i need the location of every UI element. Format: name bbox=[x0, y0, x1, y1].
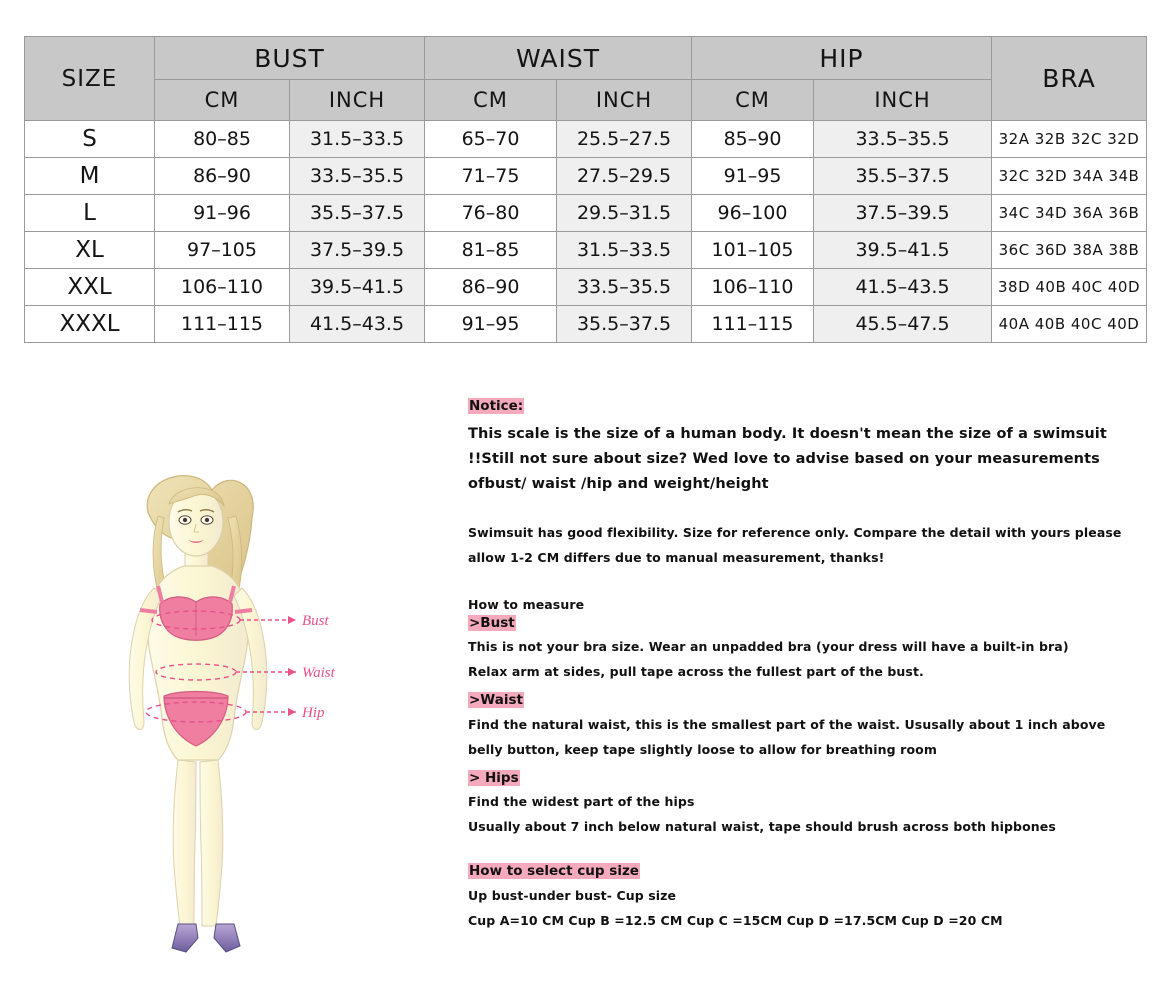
bust-label: Bust bbox=[302, 613, 329, 629]
shoe-left bbox=[172, 924, 198, 952]
cell-bust-cm: 106–110 bbox=[155, 269, 290, 306]
cell-size: XXL bbox=[25, 269, 155, 306]
flexibility-line-1: Swimsuit has good flexibility. Size for reference only. Compare the detail with yours please bbox=[468, 524, 1122, 540]
waist-line-2: belly button, keep tape slightly loose to allow for breathing room bbox=[468, 741, 937, 757]
header-bra: BRA bbox=[992, 37, 1147, 121]
header-size: SIZE bbox=[25, 37, 155, 121]
waist-heading: >Waist bbox=[469, 692, 523, 709]
leg-right bbox=[200, 760, 223, 926]
cell-waist-inch: 27.5–29.5 bbox=[557, 158, 692, 195]
cell-bra: 40A 40B 40C 40D bbox=[992, 306, 1147, 343]
table-row bbox=[25, 121, 1147, 158]
header-hip: HIP bbox=[692, 37, 992, 80]
cell-bra: 38D 40B 40C 40D bbox=[992, 269, 1147, 306]
cell-waist-inch: 33.5–35.5 bbox=[557, 269, 692, 306]
cell-waist-cm: 81–85 bbox=[425, 232, 557, 269]
leg-left bbox=[173, 760, 196, 926]
cell-waist-cm: 86–90 bbox=[425, 269, 557, 306]
header-bust-cm: CM bbox=[155, 80, 290, 121]
notes-panel bbox=[468, 400, 1148, 933]
cell-size: S bbox=[25, 121, 155, 158]
size-chart-table bbox=[24, 36, 1147, 343]
cell-waist-cm: 76–80 bbox=[425, 195, 557, 232]
notice-title-row bbox=[468, 400, 1148, 414]
cell-bust-cm: 91–96 bbox=[155, 195, 290, 232]
cell-hip-cm: 91–95 bbox=[692, 158, 814, 195]
table-row bbox=[25, 158, 1147, 195]
cell-hip-cm: 106–110 bbox=[692, 269, 814, 306]
header-bust: BUST bbox=[155, 37, 425, 80]
cell-hip-cm: 111–115 bbox=[692, 306, 814, 343]
flexibility-line-2: allow 1-2 CM differs due to manual measurement, thanks! bbox=[468, 549, 885, 565]
header-bust-inch: INCH bbox=[290, 80, 425, 121]
table-row bbox=[25, 195, 1147, 232]
cell-bra: 32A 32B 32C 32D bbox=[992, 121, 1147, 158]
cell-hip-inch: 39.5–41.5 bbox=[814, 232, 992, 269]
notice-title: Notice: bbox=[469, 398, 524, 414]
table-row bbox=[25, 232, 1147, 269]
cell-hip-cm: 101–105 bbox=[692, 232, 814, 269]
cell-hip-inch: 37.5–39.5 bbox=[814, 195, 992, 232]
cell-hip-inch: 35.5–37.5 bbox=[814, 158, 992, 195]
cell-hip-cm: 96–100 bbox=[692, 195, 814, 232]
header-waist-inch: INCH bbox=[557, 80, 692, 121]
cell-waist-cm: 91–95 bbox=[425, 306, 557, 343]
cup-size-heading: How to select cup size bbox=[469, 863, 639, 880]
hips-line-2: Usually about 7 inch below natural waist, tape should brush across both hipbones bbox=[468, 819, 1056, 835]
cell-bra: 32C 32D 34A 34B bbox=[992, 158, 1147, 195]
hips-heading: > Hips bbox=[469, 769, 519, 786]
size-chart-table-container bbox=[24, 36, 1146, 343]
waist-label: Waist bbox=[302, 665, 335, 681]
waist-heading-row bbox=[468, 694, 1148, 708]
shoe-right bbox=[214, 924, 240, 952]
cell-bust-inch: 33.5–35.5 bbox=[290, 158, 425, 195]
cell-bust-inch: 31.5–33.5 bbox=[290, 121, 425, 158]
header-hip-inch: INCH bbox=[814, 80, 992, 121]
cup-heading-row bbox=[468, 865, 1148, 879]
cell-waist-cm: 65–70 bbox=[425, 121, 557, 158]
header-hip-cm: CM bbox=[692, 80, 814, 121]
cell-size: L bbox=[25, 195, 155, 232]
how-to-measure-heading: How to measure bbox=[468, 596, 585, 612]
cell-bust-cm: 111–115 bbox=[155, 306, 290, 343]
header-waist: WAIST bbox=[425, 37, 692, 80]
body-measurement-illustration bbox=[100, 460, 430, 960]
table-row bbox=[25, 269, 1147, 306]
cell-bust-inch: 35.5–37.5 bbox=[290, 195, 425, 232]
waist-line-1: Find the natural waist, this is the smallest part of the waist. Ususally about 1 inch above bbox=[468, 716, 1106, 732]
cell-size: XL bbox=[25, 232, 155, 269]
bust-line-1: This is not your bra size. Wear an unpadded bra (your dress will have a built-in bra) bbox=[468, 639, 1069, 655]
cell-hip-inch: 41.5–43.5 bbox=[814, 269, 992, 306]
cell-bust-inch: 37.5–39.5 bbox=[290, 232, 425, 269]
cell-bust-cm: 97–105 bbox=[155, 232, 290, 269]
header-waist-cm: CM bbox=[425, 80, 557, 121]
cell-waist-inch: 25.5–27.5 bbox=[557, 121, 692, 158]
cell-waist-inch: 31.5–33.5 bbox=[557, 232, 692, 269]
cell-hip-inch: 45.5–47.5 bbox=[814, 306, 992, 343]
table-row bbox=[25, 306, 1147, 343]
hips-line-1: Find the widest part of the hips bbox=[468, 794, 695, 810]
cell-bra: 34C 34D 36A 36B bbox=[992, 195, 1147, 232]
cup-line-2: Cup A=10 CM Cup B =12.5 CM Cup C =15CM Cup D =17.5CM Cup D =20 CM bbox=[468, 912, 1003, 928]
bust-heading-row bbox=[468, 614, 1148, 631]
hips-heading-row bbox=[468, 769, 1148, 786]
cell-bust-inch: 41.5–43.5 bbox=[290, 306, 425, 343]
cell-bra: 36C 36D 38A 38B bbox=[992, 232, 1147, 269]
cup-line-1: Up bust-under bust- Cup size bbox=[468, 887, 677, 903]
table-header-row-2 bbox=[25, 80, 1147, 121]
cell-bust-cm: 86–90 bbox=[155, 158, 290, 195]
hip-label: Hip bbox=[302, 705, 325, 721]
cell-size: XXXL bbox=[25, 306, 155, 343]
bust-line-2: Relax arm at sides, pull tape across the fullest part of the bust. bbox=[468, 664, 924, 680]
cell-waist-cm: 71–75 bbox=[425, 158, 557, 195]
cell-bust-inch: 39.5–41.5 bbox=[290, 269, 425, 306]
cell-hip-cm: 85–90 bbox=[692, 121, 814, 158]
bust-heading: >Bust bbox=[469, 614, 515, 631]
cell-size: M bbox=[25, 158, 155, 195]
cell-bust-cm: 80–85 bbox=[155, 121, 290, 158]
cell-waist-inch: 35.5–37.5 bbox=[557, 306, 692, 343]
notice-body: This scale is the size of a human body. It doesn't mean the size of a swimsuit !!Still not sure about size? Wed love to advise based on your measurements ofbust/ waist /hip and weight/height bbox=[468, 425, 1107, 493]
cell-hip-inch: 33.5–35.5 bbox=[814, 121, 992, 158]
cell-waist-inch: 29.5–31.5 bbox=[557, 195, 692, 232]
table-header-row-1 bbox=[25, 37, 1147, 80]
